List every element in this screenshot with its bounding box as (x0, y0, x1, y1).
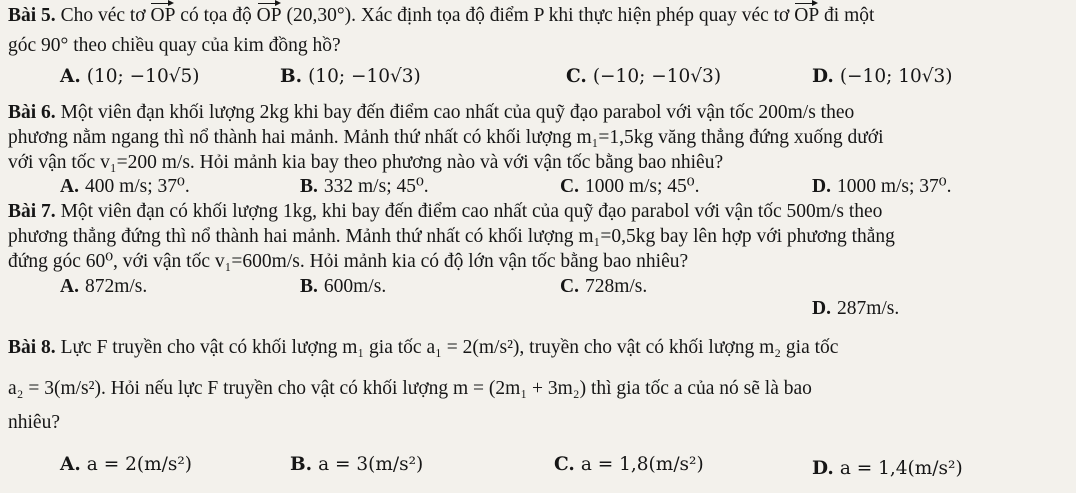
b5-label: Bài 5. (8, 5, 56, 26)
b5-option-a-label: A. (60, 66, 81, 87)
b8-line-3: nhiêu? (8, 412, 60, 433)
b7-option-c[interactable] (560, 274, 647, 300)
b6-option-d[interactable] (812, 174, 952, 200)
b6-option-c-label: C. (560, 176, 579, 197)
b6-option-b[interactable] (300, 174, 429, 200)
b8-option-d[interactable] (812, 456, 963, 482)
b6-option-c[interactable] (560, 174, 700, 200)
b5-text-2: có tọa độ (175, 5, 257, 26)
b8-line-1 (8, 336, 838, 360)
b6-option-a-text: 400 m/s; 37⁰. (84, 176, 190, 197)
b6-option-d-label: D. (812, 176, 831, 197)
b5-vector-op-1: OP (150, 5, 176, 26)
b8-option-c-text: a = 1,8(m/s²) (580, 454, 704, 475)
b8-option-b[interactable] (290, 452, 423, 478)
b5-text-3: (20,30°). Xác định tọa độ điểm P khi thực hiện phép quay véc tơ (281, 5, 795, 26)
b7-option-b-text: 600m/s. (323, 276, 387, 297)
b5-vector-op-3: OP (794, 5, 820, 26)
b8-option-a-label: A. (60, 454, 81, 475)
b5-option-c[interactable] (566, 64, 721, 90)
b5-text-4: đi một (819, 5, 875, 26)
b7-option-c-label: C. (560, 276, 579, 297)
b5-option-a[interactable] (60, 64, 200, 90)
b6-line-3: với vận tốc v₁=200 m/s. Hỏi mảnh kia bay theo phương nào và với vận tốc bằng bao nhiêu? (8, 152, 724, 173)
b5-vector-op-2: OP (256, 5, 282, 26)
b5-line-2: góc 90° theo chiều quay của kim đồng hồ? (8, 35, 341, 56)
b6-label: Bài 6. (8, 102, 56, 123)
b6-line-1 (8, 101, 854, 125)
b6-text-1: Một viên đạn khối lượng 2kg khi bay đến điểm cao nhất của quỹ đạo parabol với vận tốc 200m/s theo (55, 102, 855, 123)
b5-option-b-text: (10; −10√3) (308, 66, 421, 87)
b6-option-a[interactable] (60, 174, 190, 200)
b5-option-a-text: (10; −10√5) (86, 66, 200, 87)
b8-option-b-text: a = 3(m/s²) (318, 454, 424, 475)
b7-line-2: phương thẳng đứng thì nổ thành hai mảnh. Mảnh thứ nhất có khối lượng m₁=0,5kg bay lên hợp với phương thẳng (8, 226, 895, 247)
b5-text-1: Cho véc tơ (55, 5, 151, 26)
b7-option-b[interactable] (300, 274, 386, 300)
b8-option-d-label: D. (812, 458, 834, 479)
b8-option-b-label: B. (290, 454, 313, 475)
b7-option-a[interactable] (60, 274, 147, 300)
b7-option-c-text: 728m/s. (584, 276, 648, 297)
b5-option-b[interactable] (280, 64, 421, 90)
b8-text-1: Lực F truyền cho vật có khối lượng m₁ gia tốc a₁ = 2(m/s²), truyền cho vật có khối lượng m₂ gia tốc (55, 337, 839, 358)
b6-line-2: phương nằm ngang thì nổ thành hai mảnh. Mảnh thứ nhất có khối lượng m₁=1,5kg văng thẳng đứng xuống dưới (8, 127, 884, 148)
b7-option-b-label: B. (300, 276, 318, 297)
b5-option-c-text: (−10; −10√3) (592, 66, 722, 87)
b7-option-d-text: 287m/s. (836, 298, 900, 319)
b5-line-1 (8, 4, 874, 28)
b7-option-d-label: D. (812, 298, 831, 319)
b6-option-b-text: 332 m/s; 45⁰. (323, 176, 429, 197)
b6-option-c-text: 1000 m/s; 45⁰. (584, 176, 700, 197)
b6-option-a-label: A. (60, 176, 79, 197)
b8-option-d-text: a = 1,4(m/s²) (839, 458, 963, 479)
b7-text-1: Một viên đạn có khối lượng 1kg, khi bay đến điểm cao nhất của quỹ đạo parabol với vận tốc 500m/s theo (55, 201, 883, 222)
b5-option-b-label: B. (280, 66, 303, 87)
b8-option-c-label: C. (554, 454, 575, 475)
b7-label: Bài 7. (8, 201, 56, 222)
b8-option-a-text: a = 2(m/s²) (86, 454, 192, 475)
b5-option-d-label: D. (812, 66, 834, 87)
b5-option-d[interactable] (812, 64, 953, 90)
b5-option-d-text: (−10; 10√3) (839, 66, 953, 87)
b6-option-d-text: 1000 m/s; 37⁰. (836, 176, 952, 197)
b8-option-c[interactable] (554, 452, 704, 478)
b7-option-a-label: A. (60, 276, 79, 297)
b7-option-a-text: 872m/s. (84, 276, 148, 297)
b7-option-d[interactable] (812, 296, 899, 322)
b8-label: Bài 8. (8, 337, 56, 358)
b7-line-1 (8, 200, 882, 224)
b6-option-b-label: B. (300, 176, 318, 197)
b8-line-2: a₂ = 3(m/s²). Hỏi nếu lực F truyền cho vật có khối lượng m = (2m₁ + 3m₂) thì gia tốc a của nó sẽ là bao (8, 378, 812, 399)
b7-line-3: đứng góc 60⁰, với vận tốc v₁=600m/s. Hỏi mảnh kia có độ lớn vận tốc bằng bao nhiêu? (8, 251, 689, 272)
b5-option-c-label: C. (566, 66, 587, 87)
b8-option-a[interactable] (60, 452, 192, 478)
